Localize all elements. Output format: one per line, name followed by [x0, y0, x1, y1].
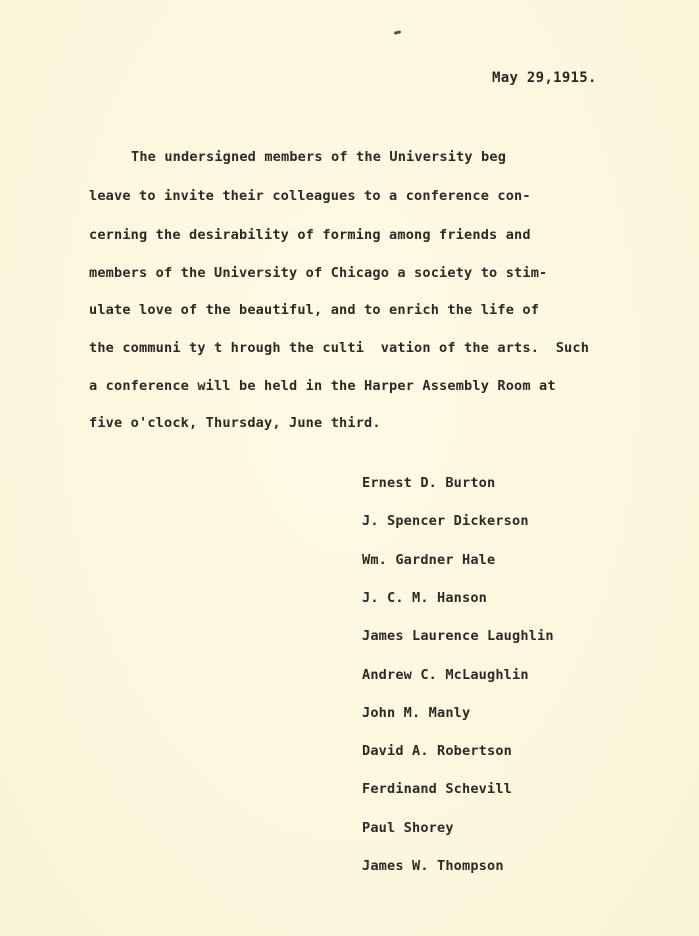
paragraph-line: leave to invite their colleagues to a conference con- [89, 188, 531, 204]
paragraph-line: The undersigned members of the University beg [131, 149, 507, 165]
signatory-name: Ernest D. Burton [362, 475, 496, 491]
paragraph-line: ulate love of the beautiful, and to enrich the life of [89, 302, 540, 318]
signatory-name: David A. Robertson [362, 743, 513, 759]
document-date: May 29,1915. [492, 70, 597, 86]
signatory-name: John M. Manly [362, 705, 471, 721]
signatory-name: J. C. M. Hanson [362, 590, 488, 606]
signatory-name: J. Spencer Dickerson [362, 513, 529, 529]
signatory-name: Ferdinand Schevill [362, 781, 513, 797]
paragraph-line: cerning the desirability of forming among friends and [89, 227, 531, 243]
paragraph-line: the communi ty t hrough the culti vation of the arts. Such [89, 340, 590, 356]
paragraph-line: a conference will be held in the Harper Assembly Room at [89, 378, 556, 394]
signatory-name: Paul Shorey [362, 820, 454, 836]
signatory-name: James Laurence Laughlin [362, 628, 554, 644]
signatory-name: James W. Thompson [362, 858, 504, 874]
signatory-name: Wm. Gardner Hale [362, 552, 496, 568]
paragraph-line: five o'clock, Thursday, June third. [89, 415, 381, 431]
signatory-name: Andrew C. McLaughlin [362, 667, 529, 683]
ink-mark [394, 30, 401, 34]
paragraph-line: members of the University of Chicago a society to stim- [89, 265, 548, 281]
